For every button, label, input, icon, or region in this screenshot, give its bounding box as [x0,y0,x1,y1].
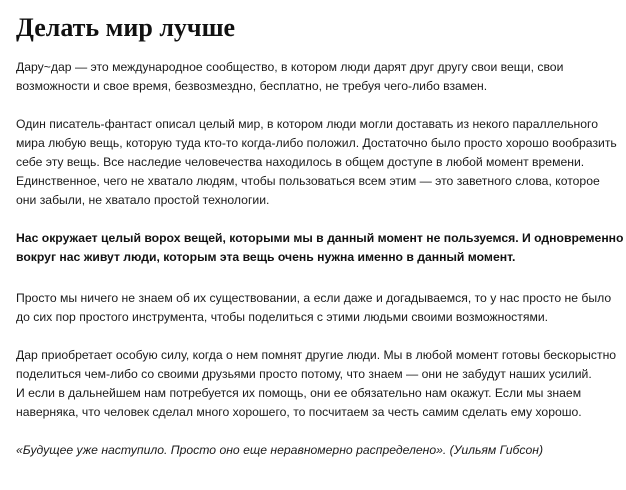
article [16,12,624,460]
text-line: наверняка, что человек сделал много хорошего, то посчитаем за честь самим сделать ему хорошо. [16,405,582,419]
text-line: Просто мы ничего не знаем об их существовании, а если даже и догадываемся, то у нас просто не было [16,291,612,305]
text-line: Нас окружает целый ворох вещей, которыми мы в данный момент не пользуемся. И одновременно [16,231,624,245]
text-line: вокруг нас живут люди, которым эта вещь очень нужна именно в данный момент. [16,250,516,264]
text-line: они забыли, не хватало простой технологии. [16,193,270,207]
text-line: Дар приобретает особую силу, когда о нем помнят другие люди. Мы в любой момент готовы бескорыстно [16,348,617,362]
paragraph-highlight [16,229,624,267]
gibson-quote: «Будущее уже наступило. Просто оно еще неравномерно распределено». (Уильям Гибсон) [16,443,544,457]
text-line: Дару~дар — это международное сообщество, в котором люди дарят друг другу свои вещи, свои [16,60,564,74]
text-line: Один писатель-фантаст описал целый мир, в котором люди могли доставать из некого параллельного [16,117,599,131]
text-line: мира любую вещь, которую туда кто-то когда-либо положил. Достаточно было просто хорошо вообразить [16,136,617,150]
text-line: до сих пор простого инструмента, чтобы поделиться с этими людьми своими возможностями. [16,310,549,324]
text-line: возможности и свое время, безвозмездно, бесплатно, не требуя чего-либо взамен. [16,79,488,93]
text-line: Единственное, чего не хватало людям, чтобы пользоваться всем этим — это заветного слова, которое [16,174,600,188]
text-line: И если в дальнейшем нам потребуется их помощь, они ее обязательно нам окажут. Если мы знаем [16,386,582,400]
article-title: Делать мир лучше [16,13,236,42]
paragraph-sci-fi [16,115,620,210]
text-line: себе эту вещь. Все наследие человечества находилось в общем доступе в любой момент времени. [16,155,585,169]
paragraph-intro [16,58,620,96]
paragraph-gift-power [16,346,620,422]
text-line: поделиться чем-либо со своими друзьями просто потому, что знаем — они не забудут наших усилий. [16,367,592,381]
paragraph-no-tool [16,289,620,327]
